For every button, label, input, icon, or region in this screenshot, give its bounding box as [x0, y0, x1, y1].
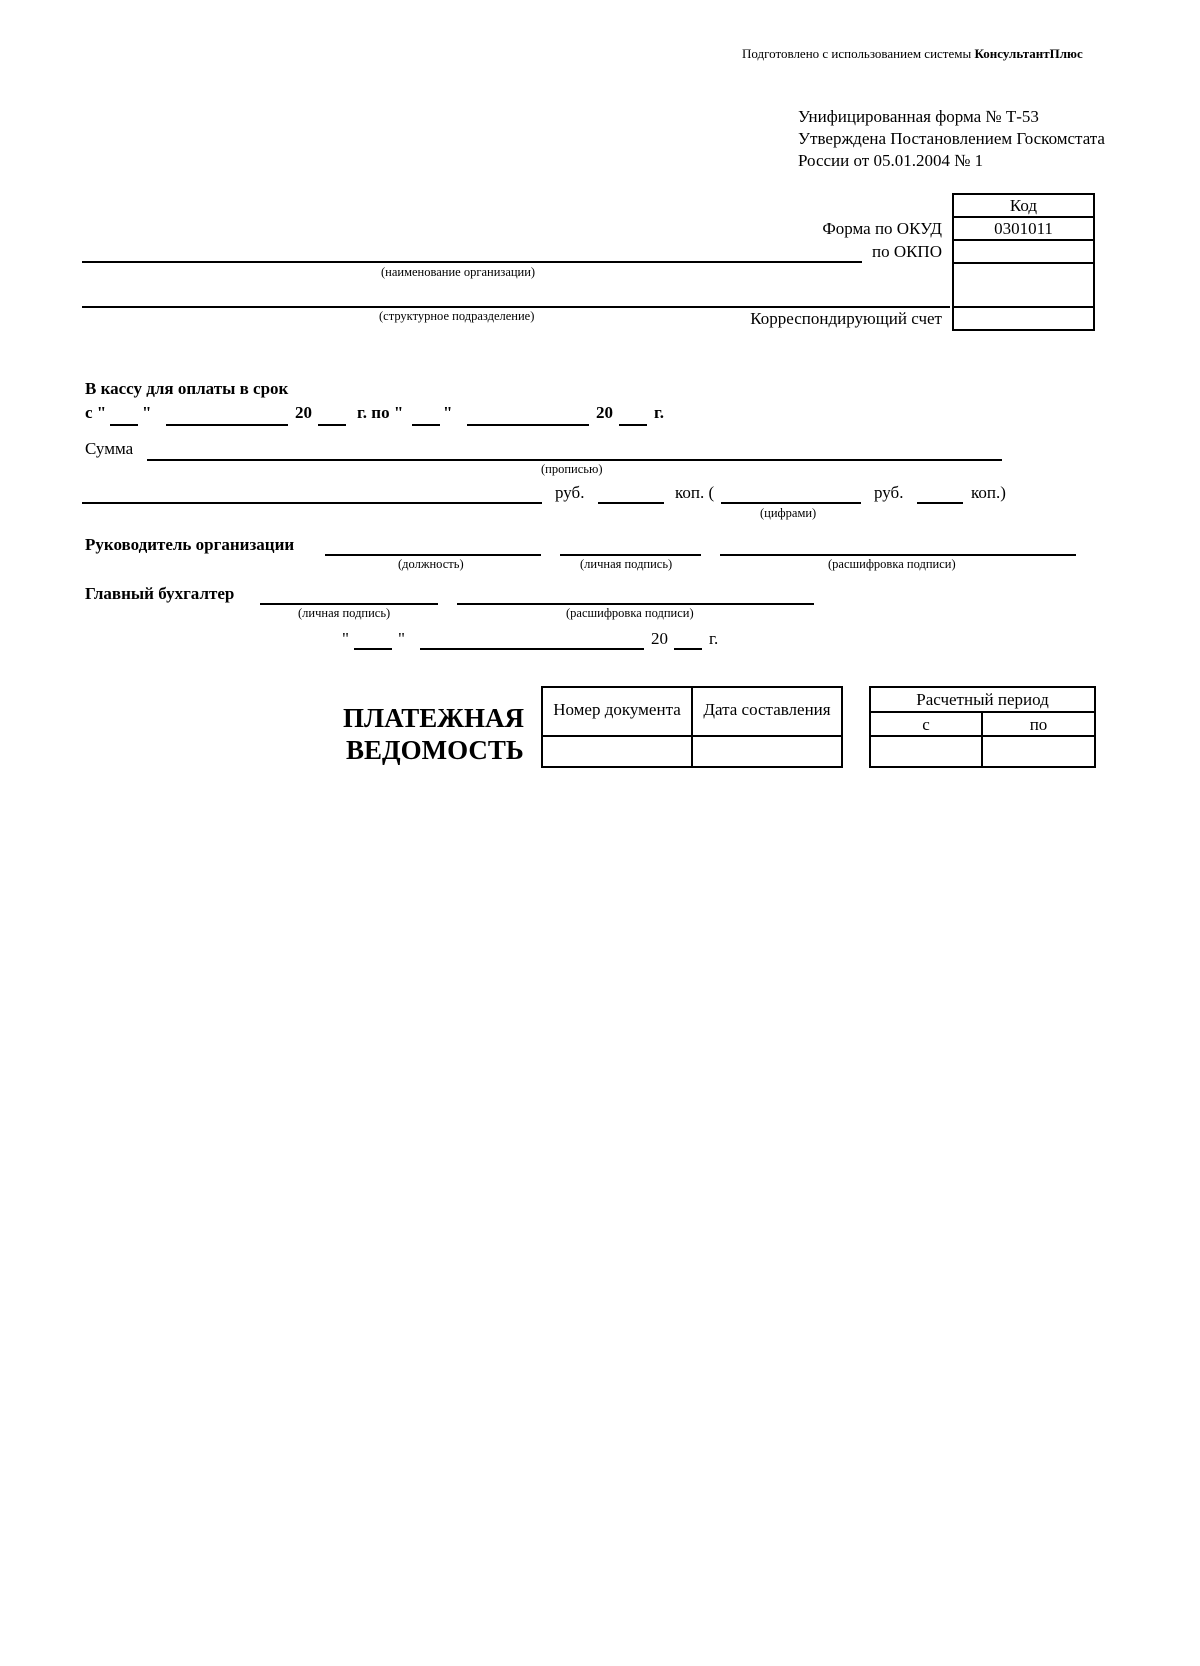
- rub-label-2: руб.: [874, 483, 904, 502]
- sum-words-caption: (прописью): [541, 462, 603, 476]
- document-number-header: Номер документа: [553, 700, 681, 719]
- term-from-prefix: с ": [85, 403, 107, 422]
- form-number: Унифицированная форма № Т-53: [798, 107, 1039, 126]
- document-title-line1: ПЛАТЕЖНАЯ: [343, 703, 524, 733]
- division-field[interactable]: [82, 306, 950, 308]
- consultant-brand: КонсультантПлюс: [974, 46, 1083, 61]
- term-to-month-field[interactable]: [467, 424, 589, 426]
- organization-name-caption: (наименование организации): [381, 265, 536, 279]
- head-position-field[interactable]: [325, 554, 541, 556]
- head-decoding-caption: (расшифровка подписи): [828, 557, 956, 571]
- prepared-note: [742, 46, 1083, 62]
- kop-close-label: коп.): [971, 483, 1006, 502]
- sum-digits-kop-field[interactable]: [917, 502, 963, 504]
- okpo-label: по ОКПО: [871, 242, 942, 261]
- term-to-year-prefix: 20: [596, 403, 613, 422]
- term-from-year-prefix: 20: [295, 403, 312, 422]
- head-label: Руководитель организации: [85, 535, 295, 554]
- document-title-line2: ВЕДОМОСТЬ: [346, 735, 524, 765]
- approval-date: России от 05.01.2004 № 1: [798, 151, 984, 170]
- date-quote-close: ": [398, 629, 405, 648]
- term-to-year-field[interactable]: [619, 424, 647, 426]
- sum-words-field[interactable]: [147, 459, 1002, 461]
- date-year-field[interactable]: [674, 648, 702, 650]
- head-signature-field[interactable]: [560, 554, 701, 556]
- document-table-divider: [541, 735, 843, 737]
- code-table-divider: [952, 306, 1095, 308]
- term-to-year-suffix: г.: [654, 403, 665, 422]
- head-decoding-field[interactable]: [720, 554, 1076, 556]
- term-to-prefix: г. по ": [357, 403, 404, 422]
- prepared-prefix: Подготовлено с использованием системы: [742, 46, 975, 61]
- accountant-signature-field[interactable]: [260, 603, 438, 605]
- accountant-decoding-caption: (расшифровка подписи): [566, 606, 694, 620]
- date-month-field[interactable]: [420, 648, 644, 650]
- term-from-quote: ": [142, 403, 152, 422]
- code-table-divider: [952, 262, 1095, 264]
- term-from-day-field[interactable]: [110, 424, 138, 426]
- code-table-divider: [952, 239, 1095, 241]
- account-label: Корреспондирующий счет: [750, 309, 942, 328]
- payment-term-title: В кассу для оплаты в срок: [85, 379, 289, 398]
- kop-open-label: коп. (: [675, 483, 715, 502]
- sum-label: Сумма: [85, 439, 134, 458]
- approval-line: Утверждена Постановлением Госкомстата: [798, 129, 1105, 148]
- sum-words-field-2[interactable]: [82, 502, 542, 504]
- date-quote-open: ": [342, 629, 349, 648]
- term-from-year-field[interactable]: [318, 424, 346, 426]
- head-signature-caption: (личная подпись): [580, 557, 673, 571]
- organization-name-field[interactable]: [82, 261, 862, 263]
- head-position-caption: (должность): [398, 557, 464, 571]
- date-day-field[interactable]: [354, 648, 392, 650]
- accountant-label: Главный бухгалтер: [85, 584, 235, 603]
- division-caption: (структурное подразделение): [379, 309, 535, 323]
- code-table-divider: [952, 216, 1095, 218]
- document-table-divider: [691, 686, 693, 768]
- accountant-decoding-field[interactable]: [457, 603, 814, 605]
- document-date-header: Дата составления: [703, 700, 831, 719]
- term-to-quote: ": [443, 403, 453, 422]
- term-to-day-field[interactable]: [412, 424, 440, 426]
- okud-label: Форма по ОКУД: [822, 219, 942, 238]
- accountant-signature-caption: (личная подпись): [298, 606, 391, 620]
- code-header: Код: [1009, 196, 1038, 215]
- kop-words-field[interactable]: [598, 502, 664, 504]
- date-year-suffix: г.: [709, 629, 719, 648]
- term-from-month-field[interactable]: [166, 424, 288, 426]
- period-to-header: по: [1029, 715, 1048, 734]
- sum-digits-caption: (цифрами): [760, 506, 817, 520]
- rub-label: руб.: [555, 483, 585, 502]
- period-from-header: с: [922, 715, 930, 734]
- okud-code[interactable]: 0301011: [994, 219, 1053, 238]
- period-header: Расчетный период: [916, 690, 1049, 709]
- sum-digits-rub-field[interactable]: [721, 502, 861, 504]
- date-year-prefix: 20: [651, 629, 668, 648]
